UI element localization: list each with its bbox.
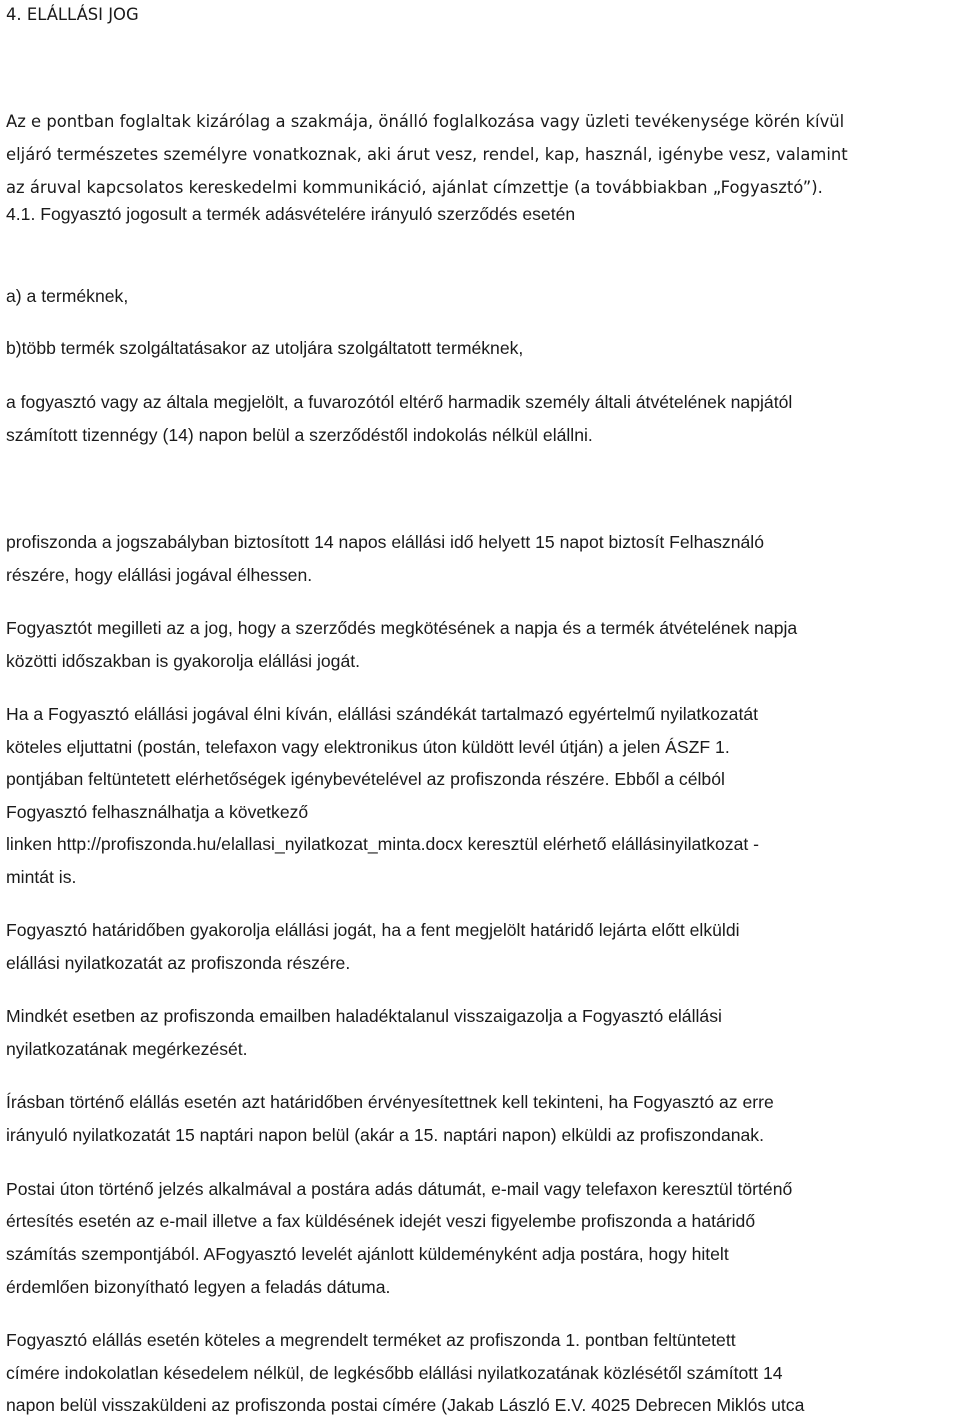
text-line-17: linken http://profiszonda.hu/elallasi_nyilatkozat_minta.docx keresztül elérhető elállásinyilatkozat -: [6, 834, 760, 854]
text-line-13: Ha a Fogyasztó elállási jogával élni kíván, elállási szándékát tartalmazó egyértelmű nyilatkozatát: [6, 704, 759, 724]
text-line-23: Írásban történő elállás esetén azt határidőben érvényesítettnek kell tekinteni, ha Fogyasztó az erre: [6, 1092, 774, 1112]
text-line-24: irányuló nyilatkozatát 15 naptári napon belül (akár a 15. naptári napon) elküldi az profiszondanak.: [6, 1125, 764, 1145]
section-heading: 4. ELÁLLÁSI JOG: [6, 5, 139, 24]
text-line-29: Fogyasztó elállás esetén köteles a megrendelt terméket az profiszonda 1. pontban feltüntetett: [6, 1330, 736, 1350]
text-line-16: Fogyasztó felhasználhatja a következő: [6, 802, 309, 822]
text-line-10: részére, hogy elállási jogával élhessen.: [6, 565, 313, 585]
text-line-14: köteles eljuttatni (postán, telefaxon vagy elektronikus úton küldött levél útján) a jelen ÁSZF 1.: [6, 737, 730, 757]
text-line-1: Az e pontban foglaltak kizárólag a szakmája, önálló foglalkozása vagy üzleti tevékenysége körén kívül: [6, 112, 845, 131]
text-line-27: számítás szempontjából. AFogyasztó levelét ajánlott küldeményként adja postára, hogy hitelt: [6, 1244, 729, 1264]
text-line-15: pontjában feltüntetett elérhetőségek igénybevételével az profiszonda részére. Ebből a célból: [6, 769, 725, 789]
text-line-21: Mindkét esetben az profiszonda emailben haladéktalanul visszaigazolja a Fogyasztó elállási: [6, 1006, 722, 1026]
text-line-12: közötti időszakban is gyakorolja elállási jogát.: [6, 651, 361, 671]
text-line-9: profiszonda a jogszabályban biztosított 14 napos elállási idő helyett 15 napot biztosít Felhasználó: [6, 532, 764, 552]
text-line-7: a fogyasztó vagy az általa megjelölt, a fuvarozótól eltérő harmadik személy általi átvételének napjától: [6, 392, 793, 412]
text-line-19: Fogyasztó határidőben gyakorolja elállási jogát, ha a fent megjelölt határidő lejárta előtt elküldi: [6, 920, 740, 940]
text-line-3: az áruval kapcsolatos kereskedelmi kommunikáció, ajánlat címzettje (a továbbiakban „Fogyasztó”).: [6, 178, 823, 197]
text-line-6: b)több termék szolgáltatásakor az utoljára szolgáltatott terméknek,: [6, 338, 524, 358]
text-line-28: érdemlően bizonyítható legyen a feladás dátuma.: [6, 1277, 391, 1297]
text-line-26: értesítés esetén az e-mail illetve a fax küldésének idejét veszi figyelembe profiszonda a határidő: [6, 1211, 756, 1231]
text-line-22: nyilatkozatának megérkezését.: [6, 1039, 248, 1059]
text-line-8: számított tizennégy (14) napon belül a szerződéstől indokolás nélkül elállni.: [6, 425, 593, 445]
text-line-20: elállási nyilatkozatát az profiszonda részére.: [6, 953, 351, 973]
text-line-30: címére indokolatlan késedelem nélkül, de legkésőbb elállási nyilatkozatának közlésétől számított 14: [6, 1363, 783, 1383]
text-line-2: eljáró természetes személyre vonatkoznak, aki árut vesz, rendel, kap, használ, igénybe vesz, valamint: [6, 145, 848, 164]
text-line-5: a) a terméknek,: [6, 286, 129, 306]
clause-4-1: 4.1. Fogyasztó jogosult a termék adásvételére irányuló szerződés esetén: [6, 204, 576, 224]
text-line-18: mintát is.: [6, 867, 77, 887]
text-line-25: Postai úton történő jelzés alkalmával a postára adás dátumát, e-mail vagy telefaxon keresztül történő: [6, 1179, 793, 1199]
text-line-31: napon belül visszaküldeni az profiszonda postai címére (Jakab László E.V. 4025 Debrecen Miklós utca: [6, 1395, 805, 1415]
text-line-11: Fogyasztót megilleti az a jog, hogy a szerződés megkötésének a napja és a termék átvételének napja: [6, 618, 798, 638]
